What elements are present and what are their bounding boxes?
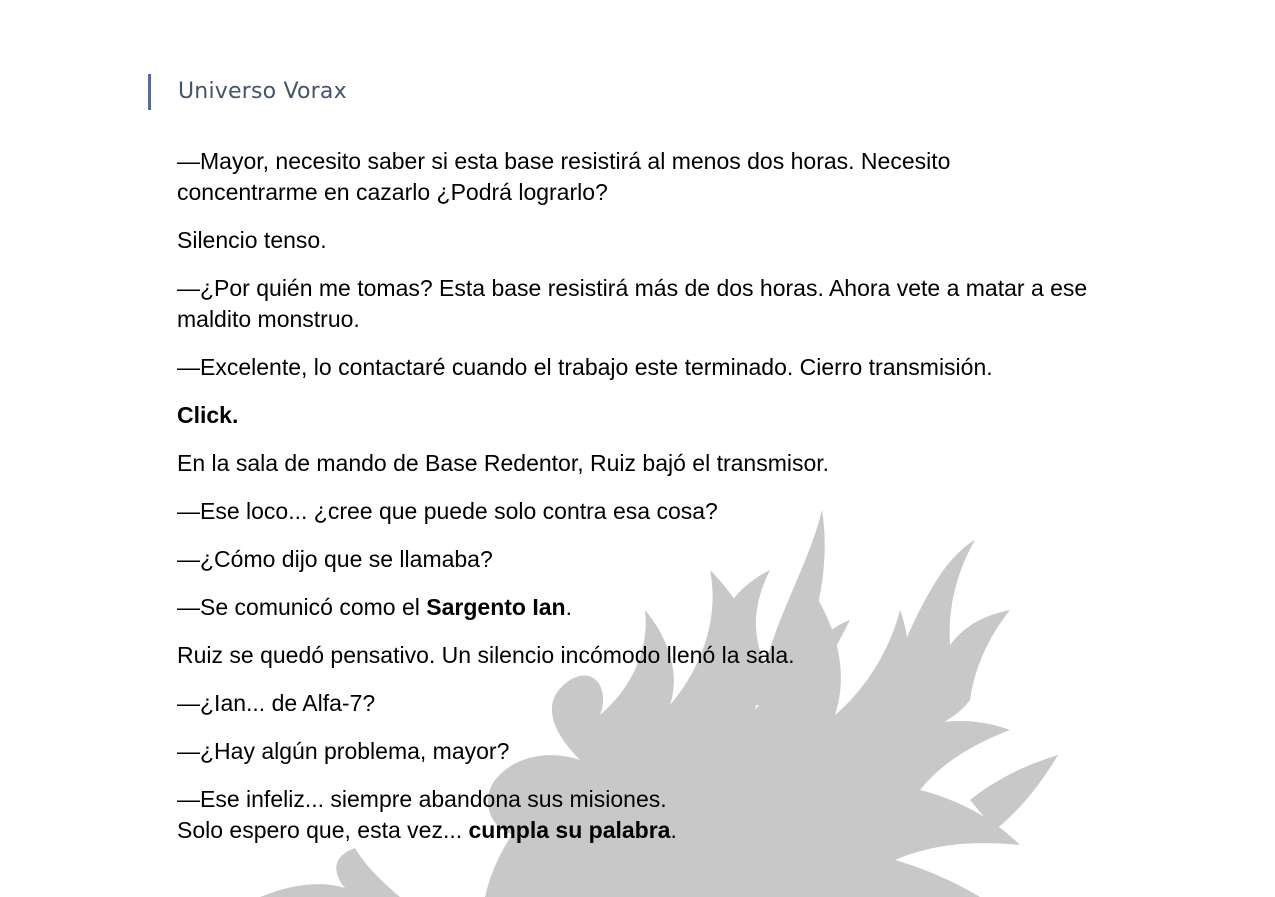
dialogue-paragraph: —Excelente, lo contactaré cuando el trabajo este terminado. Cierro transmisión. <box>177 354 993 380</box>
dialogue-paragraph: —¿Por quién me tomas? Esta base resistirá más de dos horas. Ahora vete a matar a ese maldito monstruo. <box>177 275 1088 332</box>
narration-paragraph: Ruiz se quedó pensativo. Un silencio incómodo llenó la sala. <box>177 642 795 668</box>
punctuation: . <box>670 817 677 843</box>
dialogue-paragraph: —¿Hay algún problema, mayor? <box>177 738 510 764</box>
sound-effect-text: Click. <box>177 402 239 428</box>
emphasis-bold: cumpla su palabra <box>468 817 671 843</box>
narration-paragraph: En la sala de mando de Base Redentor, Ruiz bajó el transmisor. <box>177 450 830 476</box>
dialogue-line-1: —Ese infeliz... siempre abandona sus misiones. <box>177 786 667 812</box>
dialogue-paragraph: —¿Ian... de Alfa-7? <box>177 690 376 716</box>
dialogue-paragraph <box>177 784 1097 846</box>
dialogue-paragraph <box>177 592 1097 623</box>
narration-paragraph: Silencio tenso. <box>177 227 327 253</box>
page-header-title: Universo Vorax <box>148 74 347 110</box>
dialogue-paragraph: —¿Cómo dijo que se llamaba? <box>177 546 493 572</box>
dialogue-text: —Se comunicó como el <box>177 594 427 620</box>
character-name-bold: Sargento Ian <box>426 594 566 620</box>
punctuation: . <box>565 594 572 620</box>
dialogue-paragraph: —Mayor, necesito saber si esta base resistirá al menos dos horas. Necesito concentrarme en cazarlo ¿Podrá lograrlo? <box>177 148 951 205</box>
sound-effect-paragraph <box>177 400 1097 431</box>
dialogue-paragraph: —Ese loco... ¿cree que puede solo contra esa cosa? <box>177 498 718 524</box>
document-body <box>177 146 1097 863</box>
dialogue-text: Solo espero que, esta vez... <box>177 817 469 843</box>
